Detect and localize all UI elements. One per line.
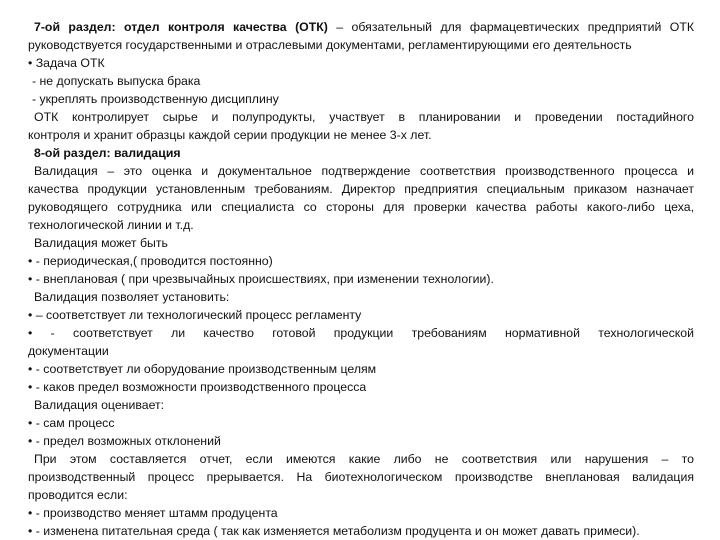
section7-heading: 7-ой раздел: отдел контроля качества (ОТК) [34,20,328,34]
text-line: Валидация может быть [34,236,168,250]
text-line: Валидация оценивает: [34,398,165,412]
text-line: При этом составляется отчет, если имеются какие либо не соответствия или нарушения – то [34,452,694,466]
text-line: Валидация позволяет установить: [34,290,230,304]
bullet-line: • Задача ОТК [28,56,105,70]
section8-heading: 8-ой раздел: валидация [34,146,181,160]
text-line: качества продукции установленным требованиям. Директор предприятия специальным приказом назначает [28,182,694,196]
bullet-line: • - предел возможных отклонений [28,434,221,448]
dash-line: - не допускать выпуска брака [32,74,201,88]
section7-intro-line [28,18,694,36]
text-line: руководящего сотрудника или специалиста со стороны для проверки качества работы какого-либо цеха, [28,200,694,214]
document-page [28,18,694,540]
text-line: производственный процесс прерывается. На биотехнологическом производстве внеплановая валидация [28,470,694,484]
bullet-line: • – соответствует ли технологический процесс регламенту [28,308,362,322]
text-line: ОТК контролирует сырье и полупродукты, участвует в планировании и проведении постадийного [34,110,694,124]
bullet-line: • - соответствует ли оборудование производственным целям [28,362,377,376]
text-line: документации [28,344,109,358]
text-line: руководствуется государственными и отраслевыми документами, регламентирующими его деятельность [28,38,632,52]
bullet-line: • - соответствует ли качество готовой продукции требованиям нормативной технологической [28,326,694,340]
bullet-line: • - сам процесс [28,416,115,430]
text-line: технологической линии и т.д. [28,218,194,232]
text-line: Валидация – это оценка и документальное подтверждение соответствия производственного процесса и [34,164,694,178]
bullet-line: • - периодическая,( проводится постоянно) [28,254,273,268]
bullet-line: • - производство меняет штамм продуцента [28,506,278,520]
bullet-line: • - внеплановая ( при чрезвычайных происшествиях, при изменении технологии). [28,272,494,286]
bullet-line: • - каков предел возможности производственного процесса [28,380,367,394]
dash-line: - укреплять производственную дисциплину [32,92,279,106]
text-line: контроля и хранит образцы каждой серии продукции не менее 3-х лет. [28,128,432,142]
section7-intro-rest: – обязательный для фармацевтических предприятий ОТК [327,20,694,34]
text-line: проводится если: [28,488,128,502]
bullet-line: • - изменена питательная среда ( так как изменяется метаболизм продуцента и он может давать примеси). [28,524,640,538]
